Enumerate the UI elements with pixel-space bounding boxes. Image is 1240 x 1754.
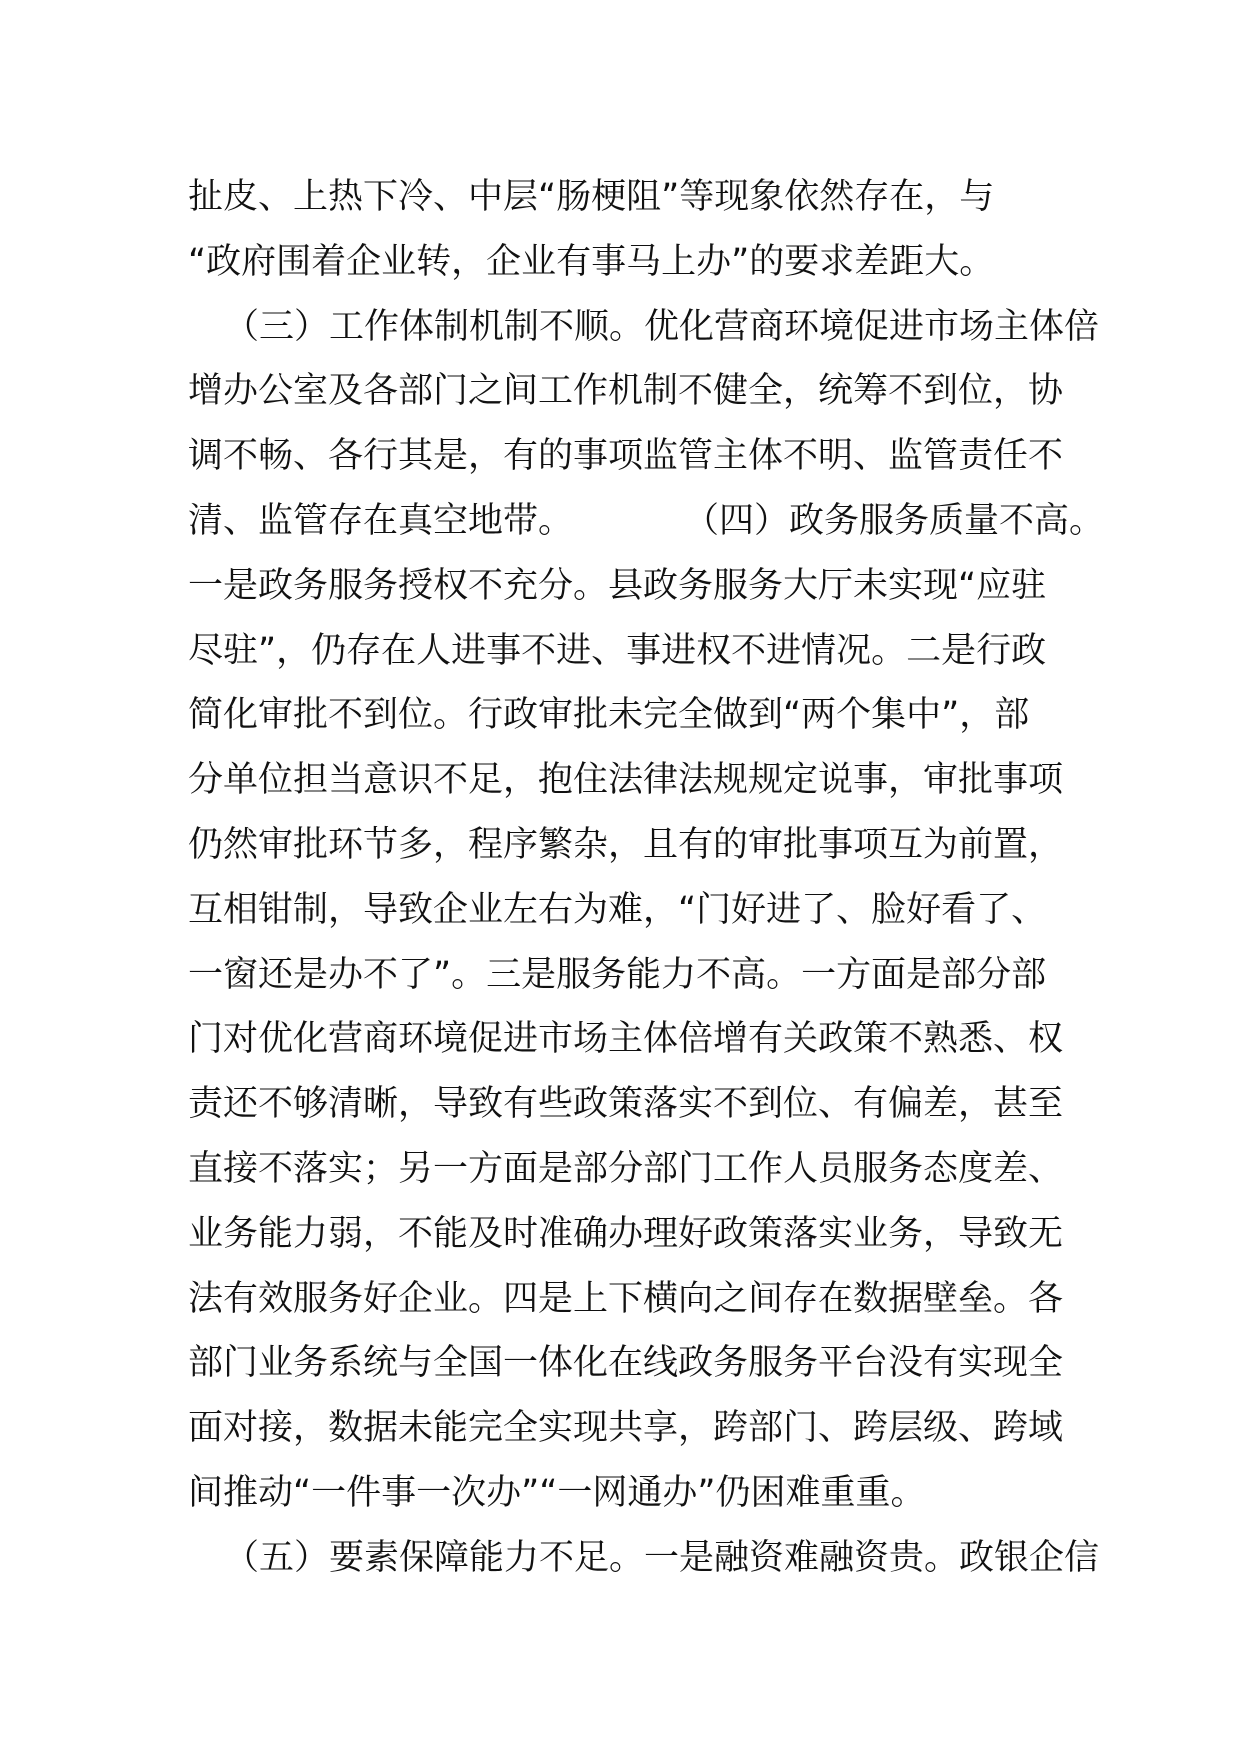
text-line: 责还不够清晰，导致有些政策落实不到位、有偏差，甚至 xyxy=(188,1084,1064,1125)
text-line: 调不畅、各行其是，有的事项监管主体不明、监管责任不 xyxy=(188,436,1064,477)
paragraph-start-line: （三）工作体制机制不顺。优化营商环境促进市场主体倍 xyxy=(224,306,1100,347)
text-line-left: 清、监管存在真空地带。 xyxy=(188,500,574,541)
text-line: 扯皮、上热下冷、中层“肠梗阻”等现象依然存在，与 xyxy=(188,177,995,217)
text-line: 仍然审批环节多，程序繁杂，且有的审批事项互为前置， xyxy=(188,824,1064,865)
text-line: 一是政务服务授权不充分。县政务服务大厅未实现“应驻 xyxy=(188,565,1047,606)
text-line: 部门业务系统与全国一体化在线政务服务平台没有实现全 xyxy=(188,1343,1064,1384)
text-line: 简化审批不到位。行政审批未完全做到“两个集中”，部 xyxy=(188,695,1030,736)
text-line xyxy=(188,489,1105,554)
text-line: 法有效服务好企业。四是上下横向之间存在数据壁垒。各 xyxy=(188,1278,1064,1319)
text-line: 尽驻”，仍存在人进事不进、事进权不进情况。二是行政 xyxy=(188,630,1047,671)
text-line: “政府围着企业转，企业有事马上办”的要求差距大。 xyxy=(188,241,995,282)
text-line: 直接不落实；另一方面是部分部门工作人员服务态度差、 xyxy=(188,1148,1064,1189)
paragraph-start-line: （五）要素保障能力不足。一是融资难融资贵。政银企信 xyxy=(224,1537,1100,1578)
text-line: 面对接，数据未能完全实现共享，跨部门、跨层级、跨域 xyxy=(188,1408,1064,1449)
body-text xyxy=(188,165,1105,1591)
text-line: 门对优化营商环境促进市场主体倍增有关政策不熟悉、权 xyxy=(188,1019,1064,1060)
section-heading-inline: （四）政务服务质量不高。 xyxy=(684,500,1105,541)
text-line: 一窗还是办不了”。三是服务能力不高。一方面是部分部 xyxy=(188,954,1047,995)
text-line: 分单位担当意识不足，抱住法律法规规定说事，审批事项 xyxy=(188,760,1064,801)
text-line: 业务能力弱，不能及时准确办理好政策落实业务，导致无 xyxy=(188,1213,1064,1254)
text-line: 增办公室及各部门之间工作机制不健全，统筹不到位，协 xyxy=(188,371,1064,412)
text-line: 间推动“一件事一次办”“一网通办”仍困难重重。 xyxy=(188,1472,926,1513)
text-line: 互相钳制，导致企业左右为难，“门好进了、脸好看了、 xyxy=(188,889,1047,930)
